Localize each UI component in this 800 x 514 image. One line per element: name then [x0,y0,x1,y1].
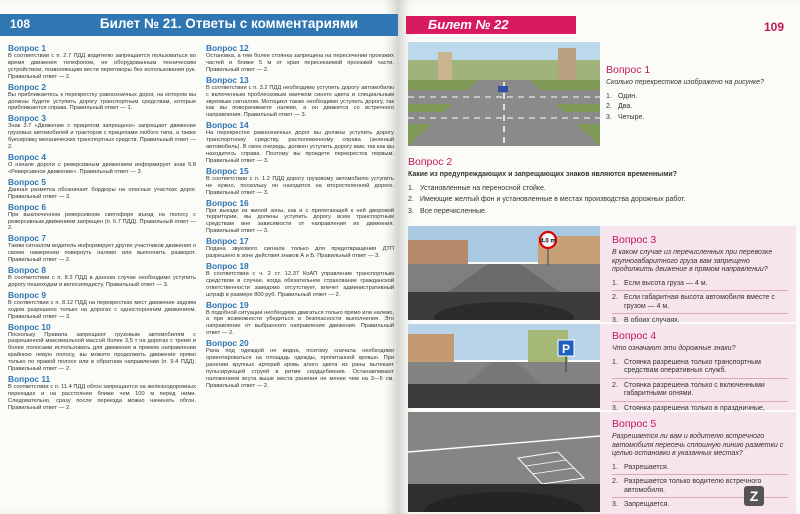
answer-option-text: Если высота груза — 4 м. [624,279,708,287]
question-4-title: Вопрос 4 [612,330,657,342]
scene-intersections-image [408,42,600,146]
answer-heading: Вопрос 3 [8,113,46,124]
left-page-number: 108 [10,17,31,31]
left-page-header [0,14,398,36]
answer-comment: На перекрестке равнозначных дорог вы должны уступить дорогу транспортному средству, расположенному справа (зеленый автомобиль). В свою очередь, должен уступить дорогу вам, так как вы находитесь справа. Поэтому вы проедете перекресток первым. Правильный ответ — 3. [206,130,394,164]
answer-comment: О начале дороги с реверсивным движением информирует знак 5.8 «Реверсивное движение». Правильный ответ — 3. [8,161,196,175]
answer-comment: В соответствии с п. 2.7 ПДД водителю запрещается пользоваться во время движения телефоном, не оборудованным техническим устройством, позволяющим вести переговоры без использования рук. Правильный ответ — 2. [8,53,196,80]
answer-comment: При выключенном реверсивном светофоре въезд на полосу с реверсивным движением запрещен (п. 6.7 ПДД). Правильный ответ — 2. [8,211,196,232]
answer-option-number: 3. [408,207,414,215]
answer-comment: При выезде из жилой зоны, как и с прилегающей к ней дворовой территории, вы должны уступить дорогу всем транспортным средствам вне зависимости от направления их движения. Правильный ответ — 3. [206,207,394,235]
question-1-answers [606,93,792,123]
answer-option [606,103,792,112]
question-2-title: Вопрос 2 [408,156,453,168]
answer-option [606,114,792,123]
answer-option-number: 2. [612,478,618,485]
answer-heading: Вопрос 13 [206,74,249,85]
answer-option-text: Если габаритная высота автомобиля вместе с грузом — 4 м. [624,294,775,310]
answer-comment: В соответствии с п. 8.12 ПДД на перекрестках мест движение задним ходом разрешено только на дорогах с односторонним движением. Правильный ответ — 3. [8,299,196,320]
answer-option-text: Стоянка разрешена только транспортным средствам оперативных служб. [624,358,761,374]
answer-option [612,464,788,473]
question-2-text: Какие из предупреждающих и запрещающих знаков являются временными? [408,171,677,178]
answer-comment: В соответствии с ч. 2 ст. 12.37 КоАП управление транспортным средством в случае, когда обязательное страхование гражданской ответственности заведомо отсутствует, влечет административный штраф в размере 800 руб. Правильный ответ — 2. [206,270,394,298]
question-1 [606,64,792,124]
answer-heading: Вопрос 1 [8,43,46,53]
answer-option-text: Имеющие желтый фон и установленные в местах производства дорожных работ. [420,196,686,203]
answer-option-number: 2. [606,103,612,110]
answer-option-text: В обоих случаях. [624,317,680,324]
answer-comment: В соответствии с п. 8.3 ПДД в данном случае необходимо уступить дорогу пешеходам и велосипедисту. Правильный ответ — 3. [8,275,196,288]
answer-comment: Рана под одеждой не видна, поэтому сначала необходимо ориентироваться на площадь одежды, пропитанной кровью. При ранении крупных артерий кровь алого цвета из раны вытекает пульсирующей струей в ритме сердцебиения. Останавливают наложением жгута выше места ранения не менее чем на 3—5 см. Правильный ответ — 2. [206,348,394,389]
answer-separator [612,313,788,314]
answer-option-number: 1. [612,358,618,366]
answer-heading: Вопрос 2 [8,81,46,92]
answer-option-number: 1. [612,463,618,471]
answer-option-text: Четыре. [618,113,645,121]
answer-option-text: Стоянка разрешена только в праздничные, [624,404,765,412]
left-page-title: Билет № 21. Ответы с комментариями [99,16,359,31]
answer-comment: В соответствии с п. 3.2 ПДД необходимо уступить дорогу автомобилю с включенным проблесковым маячком синего цвета и специальным звуковым сигналом. Мотоцикл также необходимо уступить дорогу, так как вы поворачиваете налево, а он движется со встречного направления. Правильный ответ — 3. [206,84,394,119]
answer-comment: Таким сигналом водитель информирует других участников движения о своем намерении повернуть налево или выполнить разворот. Правильный ответ — 2. [8,243,196,264]
answer-option-text: Запрещается. [624,501,670,508]
question-5-title: Вопрос 5 [612,418,657,430]
answer-option-number: 2. [612,381,618,389]
answer-heading: Вопрос 18 [206,260,249,271]
answer-heading: Вопрос 5 [8,176,46,187]
answer-heading: Вопрос 19 [206,299,249,310]
answer-heading: Вопрос 10 [8,321,51,332]
height-limit-sign-label: 4.0 m [540,238,556,245]
right-page-title: Билет № 22 [428,17,509,32]
answer-comment: Подача звукового сигнала только для предотвращения ДТП разрешено в зоне действия знаков А и Б. Правильный ответ — 3. [206,246,394,260]
answer-option-number: 3. [612,317,618,324]
question-4-text: Что означают эти дорожные знаки? [612,345,736,352]
answer-heading: Вопрос 4 [8,151,46,162]
scene-parking-signs-image [408,324,600,408]
answer-option [612,294,788,311]
answer-option-text: Два. [618,103,633,110]
answer-separator [612,474,788,475]
answer-heading: Вопрос 17 [206,236,249,247]
answer-option-text: Один. [618,92,638,100]
answers-column-2 [206,42,394,391]
answer-separator [612,401,788,402]
answer-option-text: Все перечисленные. [420,207,487,215]
answer-option [408,196,792,205]
answer-option-number: 1. [606,92,612,100]
question-2-answers [408,185,792,217]
answer-heading: Вопрос 15 [206,165,249,176]
answer-comment: Остановка, а тем более стоянка запрещена на пересечении проезжих частей и ближе 5 м от края пересекаемой проезжей части. Правильный ответ — 2. [206,53,394,73]
question-3 [600,226,796,322]
answer-heading: Вопрос 12 [206,43,249,53]
right-page [398,0,800,514]
answer-option-text: Разрешается только водителю встречного автомобиля. [624,478,762,494]
question-1-text: Сколько перекрестков изображено на рисунке? [606,79,764,86]
answer-option [612,382,788,399]
answer-option [606,93,792,102]
answer-comment: Вы приближаетесь к перекрестку равнозначных дорог, на котором вы должны будете уступить дорогу транспортным средствам, которые приближаются справа. Правильный ответ — 1. [8,91,196,112]
answer-heading: Вопрос 6 [8,201,46,212]
answer-option [612,280,788,289]
question-3-text: В каком случае из перечисленных при перевозке крупногабаритного груза вам запрещено продолжить движение в прямом направлении? [612,249,773,273]
answer-heading: Вопрос 20 [206,338,249,349]
answer-option-text: Разрешается. [624,463,669,471]
answer-option-number: 1. [612,279,618,287]
answer-heading: Вопрос 16 [206,197,249,208]
answer-heading: Вопрос 8 [8,265,46,276]
right-page-number: 109 [763,20,784,34]
answer-comment: В соответствии с п. 1.2 ПДД дорогу грузовому автомобилю уступить не нужно, поскольку он находится на второстепенной дороге. Правильный ответ — 3. [206,175,394,196]
answer-heading: Вопрос 9 [8,289,46,300]
answer-option-text: Установленные на переносной стойке. [420,184,546,192]
left-page [0,0,398,514]
answer-comment: Данная разметка обозначает бордюры на опасных участках дорог. Правильный ответ — 3. [8,186,196,200]
scene-height-limit-image [408,226,600,320]
question-5 [600,412,796,514]
answer-separator [612,378,788,379]
answer-option-number: 3. [612,404,618,412]
answer-option [408,185,792,194]
answer-option-text: Стоянка разрешена только с включенными габаритными огнями. [624,381,765,397]
answer-separator [612,290,788,291]
answers-column-1 [8,42,196,413]
answer-heading: Вопрос 11 [8,374,51,384]
answer-option-number: 3. [612,501,618,508]
answer-heading: Вопрос 7 [8,233,46,244]
scene-marking-image [408,412,600,512]
parking-sign-label: P [561,342,571,356]
question-4 [600,324,796,410]
answer-option-number: 1. [408,184,414,192]
answer-comment: В подобной ситуации необходимо двигаться только прямо или налево, а при возможности убедиться в безопасности выполнения. Это направление от выбранного направления движения. Правильный ответ — 2. [206,309,395,337]
answer-option-number: 2. [612,294,618,301]
answer-comment: Знак 3.7 «Движение с прицепом запрещено» запрещает движение грузовых автомобилей и тракторов с прицепами любого типа, а также буксировку механических транспортных средств. Правильный ответ — 2. [8,123,196,151]
answer-option [408,208,792,217]
question-3-answers [612,280,788,326]
question-3-title: Вопрос 3 [612,234,657,246]
question-2 [408,156,792,219]
answer-heading: Вопрос 14 [206,120,249,131]
answer-comment: Поскольку Правила запрещают грузовым автомобилям с разрешенной максимальной массой более 3,5 т на дорогах с тремя и более полосами использовать для движения в прямом направлении крайнюю левую полосу, вы можете продолжить движение прямо только по правой полосе или в обратном направлении (п. 9.4 ПДД). Правильный ответ — 2. [8,331,196,373]
question-5-text: Разрешается ли вам и водителю встречного автомобиля пересечь сплошную линию разметки с целью остановки в указанных местах? [612,433,784,457]
question-1-title: Вопрос 1 [606,64,651,76]
answer-comment: В соответствии с п. 11.4 ПДД обгон запрещается на железнодорожных переездах и на расстоянии ближе чем 100 м перед ними. Следовательно, сразу после переезда можно начинать обгон. Правильный ответ — 2. [8,384,196,411]
answer-option [612,359,788,376]
right-page-header [406,16,576,34]
watermark-badge: Z [744,486,764,506]
answer-option-number: 2. [408,196,414,203]
answer-option-number: 3. [606,113,612,121]
